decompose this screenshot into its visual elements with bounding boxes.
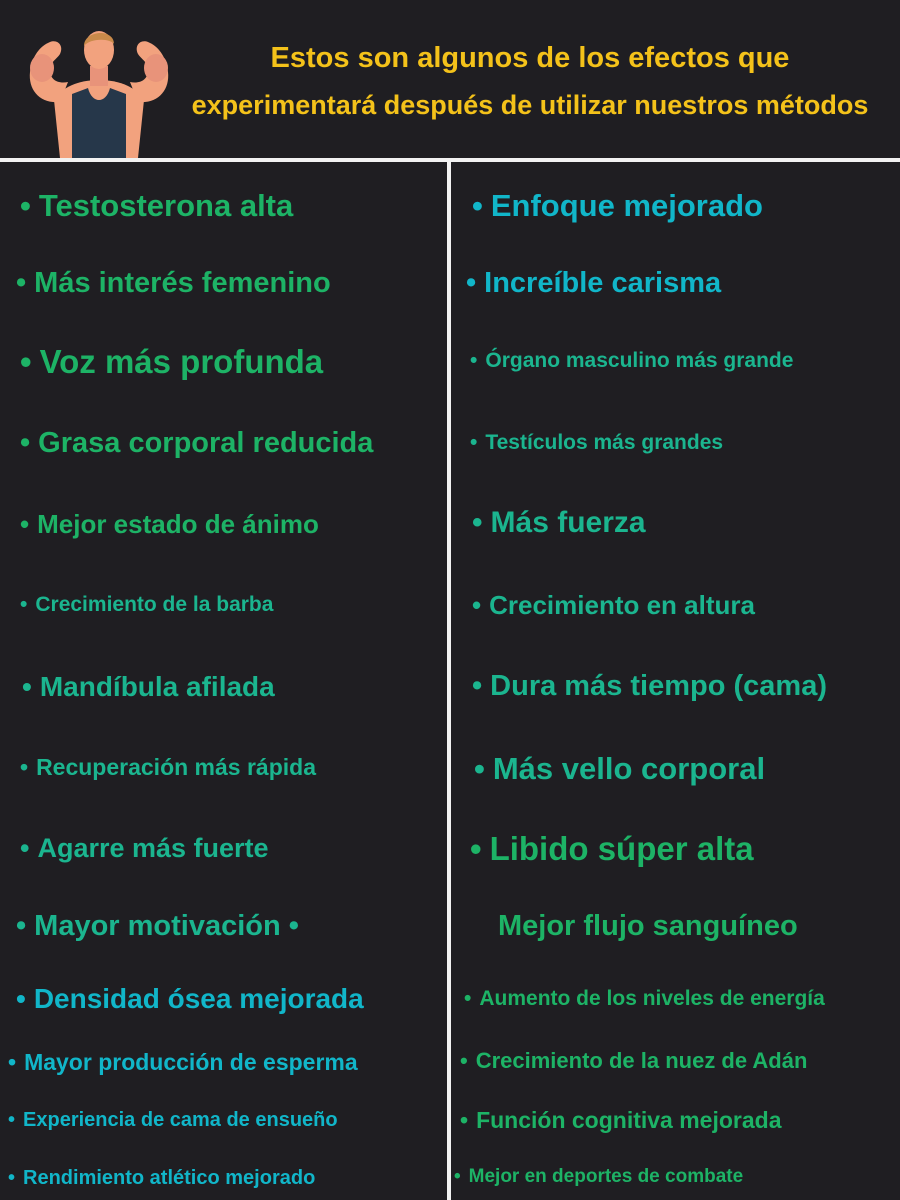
effect-item: • Crecimiento de la nuez de Adán: [460, 1048, 808, 1073]
effect-item: • Grasa corporal reducida: [20, 427, 374, 459]
effect-item: • Enfoque mejorado: [472, 188, 763, 223]
effect-item: • Recuperación más rápida: [20, 754, 317, 780]
effect-item: • Dura más tiempo (cama): [472, 670, 827, 702]
effect-item: • Crecimiento de la barba: [20, 593, 274, 616]
effect-item: • Experiencia de cama de ensueño: [8, 1109, 338, 1131]
effect-item: • Aumento de los niveles de energía: [464, 987, 825, 1010]
effect-item: • Mandíbula afilada: [22, 671, 275, 702]
effect-item: • Función cognitiva mejorada: [460, 1107, 782, 1133]
effect-item: • Testículos más grandes: [470, 431, 724, 454]
header: [0, 0, 900, 158]
effect-item: • Más interés femenino: [16, 267, 331, 299]
effect-item: • Voz más profunda: [20, 343, 324, 380]
effect-item: • Testosterona alta: [20, 188, 294, 223]
title-line-1: Estos son algunos de los efectos que: [270, 42, 790, 74]
effect-item: • Mayor producción de esperma: [8, 1049, 358, 1075]
effect-item: • Libido súper alta: [470, 830, 754, 867]
column-divider: [447, 160, 451, 1200]
effect-item: • Mayor motivación •: [16, 910, 299, 942]
effect-item: • Agarre más fuerte: [20, 833, 269, 863]
flexing-man-icon: [14, 24, 184, 158]
effect-item: • Mejor en deportes de combate: [454, 1166, 744, 1187]
effect-item: • Densidad ósea mejorada: [16, 983, 364, 1014]
effect-item: • Mejor estado de ánimo: [20, 509, 319, 539]
effect-item: • Más vello corporal: [474, 751, 766, 786]
effect-item: • Más fuerza: [472, 506, 646, 539]
effect-item: • Crecimiento en altura: [472, 590, 755, 620]
effect-item: • Órgano masculino más grande: [470, 349, 794, 372]
effect-item: Mejor flujo sanguíneo: [498, 910, 798, 942]
effect-item: • Increíble carisma: [466, 267, 722, 299]
effect-item: • Rendimiento atlético mejorado: [8, 1167, 316, 1189]
title-line-2: experimentará después de utilizar nuestros métodos: [191, 90, 869, 120]
